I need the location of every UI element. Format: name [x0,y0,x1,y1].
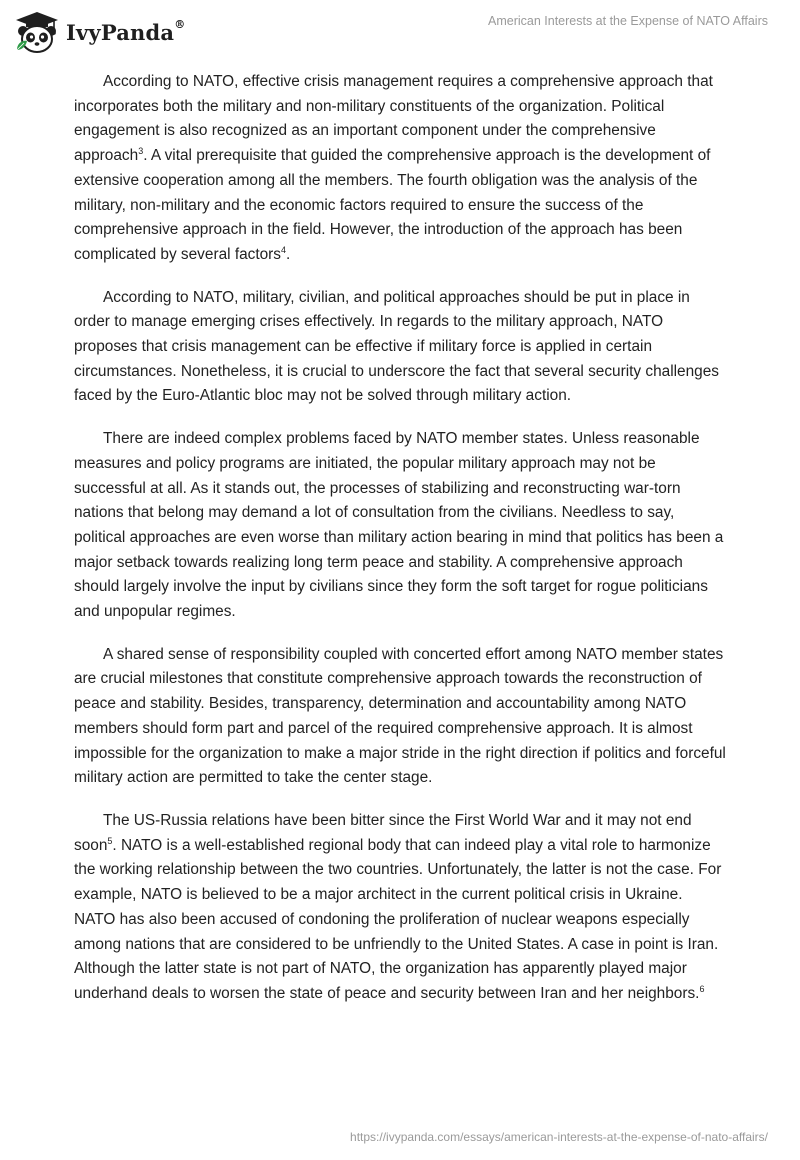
paragraph-4: A shared sense of responsibility coupled with concerted effort among NATO member states are crucial milestones that constitute comprehensive approach towards the reconstruction of peace and stability. Besides, transparency, determination and accountability among NATO members should form part and parcel of the required comprehensive approach. It is almost impossible for the organization to make a major stride in the right direction if politics and forceful military action are permitted to take the center stage. [74,645,726,787]
registered-mark: ® [174,17,186,31]
footnote-ref[interactable]: 5 [107,835,113,846]
brand-name-text: IvyPanda [66,19,175,45]
brand-name [66,17,186,45]
paragraph-text: . A vital prerequisite that guided the comprehensive approach is the development of extensive cooperation among all the members. The fourth obligation was the analysis of the military, non-military and the economic factors required to ensure the success of the comprehensive approach in the field. However, the introduction of the approach has been complicated by several factors [74,147,711,263]
document-title: American Interests at the Expense of NATO Affairs [488,14,768,28]
ivypanda-logo[interactable] [14,10,185,54]
footnote-ref[interactable]: 6 [699,983,705,994]
paragraph-text: . [286,245,291,263]
footnote-ref[interactable]: 3 [138,145,144,156]
source-url[interactable]: https://ivypanda.com/essays/american-interests-at-the-expense-of-nato-affairs/ [350,1130,768,1144]
paragraph-1 [74,70,726,268]
paragraph-text: . NATO is a well-established regional body that can indeed play a vital role to harmonize the working relationship between the two countries. Unfortunately, the latter is not the case. For example, NATO is believed to be a major architect in the current political crisis in Ukraine. NATO has also been accused of condoning the proliferation of nuclear weapons especially among nations that are considered to be unfriendly to the United States. A case in point is Iran. Although the latter state is not part of NATO, the organization has apparently played major underhand deals to worsen the state of peace and security between Iran and her neighbors. [74,836,722,1002]
paragraph-3: There are indeed complex problems faced by NATO member states. Unless reasonable measures and policy programs are initiated, the popular military approach may not be successful at all. As it stands out, the processes of stabilizing and reconstructing war-torn nations that belong may demand a lot of consultation from the civilians. Needless to say, political approaches are even worse than military action bearing in mind that politics has been a major setback towards realizing long term peace and stability. A comprehensive approach should largely involve the input by civilians since they form the soft target for rogue politicians and unpopular regimes. [74,430,724,621]
paragraph-text: The US-Russia relations have been bitter since the First World War and it may not end soon [74,811,692,854]
essay-body [74,70,726,1025]
paragraph-5 [74,809,726,1007]
paragraph-text: According to NATO, effective crisis management requires a comprehensive approach that incorporates both the military and non-military constituents of the organization. Political engagement is also recognized as an important component under the comprehensive approach [74,73,713,165]
paragraph-2: According to NATO, military, civilian, and political approaches should be put in place in order to manage emerging crises effectively. In regards to the military approach, NATO proposes that crisis management can be effective if military force is applied in certain circumstances. Nonetheless, it is crucial to underscore the fact that several security challenges faced by the Euro-Atlantic bloc may not be solved through military action. [74,288,719,405]
footnote-ref[interactable]: 4 [281,244,287,255]
page-header [0,0,800,70]
panda-icon [14,10,60,54]
